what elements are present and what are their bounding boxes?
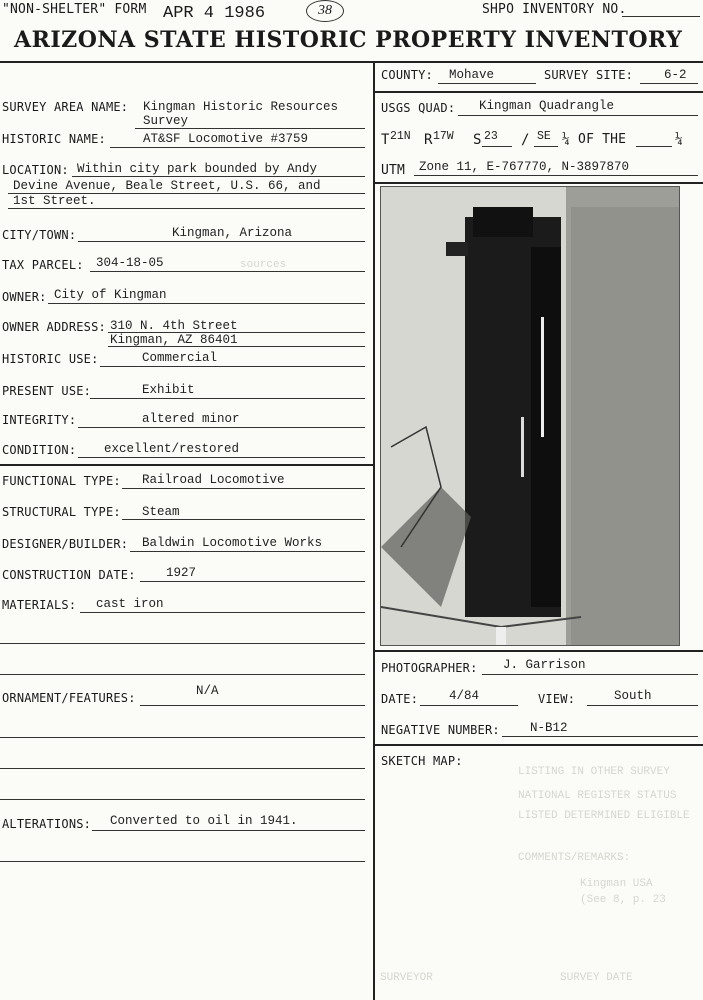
functional-type-value: Railroad Locomotive: [142, 473, 285, 487]
survey-area-value-2: Survey: [143, 114, 189, 128]
ornament-features-value: N/A: [196, 684, 219, 698]
circled-number: 38: [306, 0, 344, 22]
designer-builder-value: Baldwin Locomotive Works: [142, 536, 323, 550]
construction-date-label: CONSTRUCTION DATE:: [2, 568, 136, 582]
range-label: R: [424, 132, 433, 148]
owner-value: City of Kingman: [54, 288, 167, 302]
materials-label: MATERIALS:: [2, 598, 77, 612]
city-town-value: Kingman, Arizona: [172, 226, 293, 240]
owner-address-value-1: 310 N. 4th Street: [110, 319, 238, 333]
quarter-end-label: ¼: [675, 132, 684, 147]
bleed-text-5: COMMENTS/REMARKS:: [518, 852, 631, 864]
bleed-text-7: (See 8, p. 23: [580, 894, 666, 906]
shpo-inventory-label: SHPO INVENTORY NO.: [482, 2, 627, 17]
negative-number-value: N-B12: [530, 721, 568, 735]
township-value: 21N: [390, 130, 411, 143]
section-slash: /: [521, 132, 530, 148]
bleed-text-6: Kingman USA: [580, 878, 653, 890]
historic-use-label: HISTORIC USE:: [2, 352, 99, 366]
historic-name-label: HISTORIC NAME:: [2, 132, 106, 146]
section-value: 23: [484, 130, 498, 143]
county-label: COUNTY:: [381, 68, 433, 82]
owner-address-value-2: Kingman, AZ 86401: [110, 333, 238, 347]
range-value: 17W: [433, 130, 454, 143]
present-use-value: Exhibit: [142, 383, 195, 397]
structural-type-value: Steam: [142, 505, 180, 519]
location-value-3: 1st Street.: [13, 194, 96, 208]
alterations-value: Converted to oil in 1941.: [110, 814, 298, 828]
designer-builder-label: DESIGNER/BUILDER:: [2, 537, 129, 551]
usgs-quad-value: Kingman Quadrangle: [479, 99, 615, 113]
quarter-of-label: ¼ OF THE: [562, 132, 627, 147]
integrity-label: INTEGRITY:: [2, 413, 77, 427]
bleed-text-9: SURVEY DATE: [560, 972, 633, 984]
photographer-value: J. Garrison: [503, 658, 586, 672]
present-use-label: PRESENT USE:: [2, 384, 92, 398]
township-label: T: [381, 132, 390, 148]
quarter-value: SE: [537, 130, 551, 143]
usgs-quad-label: USGS QUAD:: [381, 101, 456, 115]
bleed-text-4: LISTED DETERMINED ELIGIBLE: [518, 810, 690, 822]
sketch-map-label: SKETCH MAP:: [381, 754, 463, 768]
survey-site-label: SURVEY SITE:: [544, 68, 634, 82]
view-label: VIEW:: [538, 692, 576, 706]
location-label: LOCATION:: [2, 163, 69, 177]
bleed-text-1: sources: [240, 259, 287, 271]
historic-use-value: Commercial: [142, 351, 218, 365]
photo-date-value: 4/84: [449, 689, 480, 703]
tax-parcel-label: TAX PARCEL:: [2, 258, 84, 272]
utm-label: UTM: [381, 163, 406, 178]
city-town-label: CITY/TOWN:: [2, 228, 77, 242]
bleed-text-8: SURVEYOR: [380, 972, 433, 984]
functional-type-label: FUNCTIONAL TYPE:: [2, 474, 121, 488]
section-label: S: [473, 132, 482, 148]
structural-type-label: STRUCTURAL TYPE:: [2, 505, 121, 519]
survey-area-value: Kingman Historic Resources: [143, 100, 339, 114]
county-value: Mohave: [449, 68, 495, 82]
form-type: "NON-SHELTER" FORM: [2, 2, 147, 17]
materials-value: cast iron: [96, 597, 164, 611]
location-value-1: Within city park bounded by Andy: [77, 162, 318, 176]
received-date-stamp: APR 4 1986: [163, 4, 266, 23]
page-title: ARIZONA STATE HISTORIC PROPERTY INVENTORY: [14, 27, 683, 53]
utm-value: Zone 11, E-767770, N-3897870: [419, 160, 630, 174]
bleed-text-3: NATIONAL REGISTER STATUS: [518, 790, 677, 802]
photo-date-label: DATE:: [381, 692, 419, 706]
alterations-label: ALTERATIONS:: [2, 817, 92, 831]
tax-parcel-value: 304-18-05: [96, 256, 164, 270]
condition-value: excellent/restored: [104, 442, 240, 456]
survey-site-value: 6-2: [664, 68, 687, 82]
negative-number-label: NEGATIVE NUMBER:: [381, 723, 500, 737]
construction-date-value: 1927: [166, 566, 197, 580]
ornament-features-label: ORNAMENT/FEATURES:: [2, 691, 136, 705]
survey-area-label: SURVEY AREA NAME:: [2, 100, 129, 114]
condition-label: CONDITION:: [2, 443, 77, 457]
view-value: South: [614, 689, 652, 703]
historic-name-value: AT&SF Locomotive #3759: [143, 132, 309, 146]
bleed-text-2: LISTING IN OTHER SURVEY: [518, 766, 670, 778]
integrity-value: altered minor: [142, 412, 240, 426]
property-photo: [380, 186, 680, 646]
owner-address-label: OWNER ADDRESS:: [2, 320, 106, 334]
location-value-2: Devine Avenue, Beale Street, U.S. 66, and: [13, 179, 321, 193]
photographer-label: PHOTOGRAPHER:: [381, 661, 478, 675]
owner-label: OWNER:: [2, 290, 47, 304]
